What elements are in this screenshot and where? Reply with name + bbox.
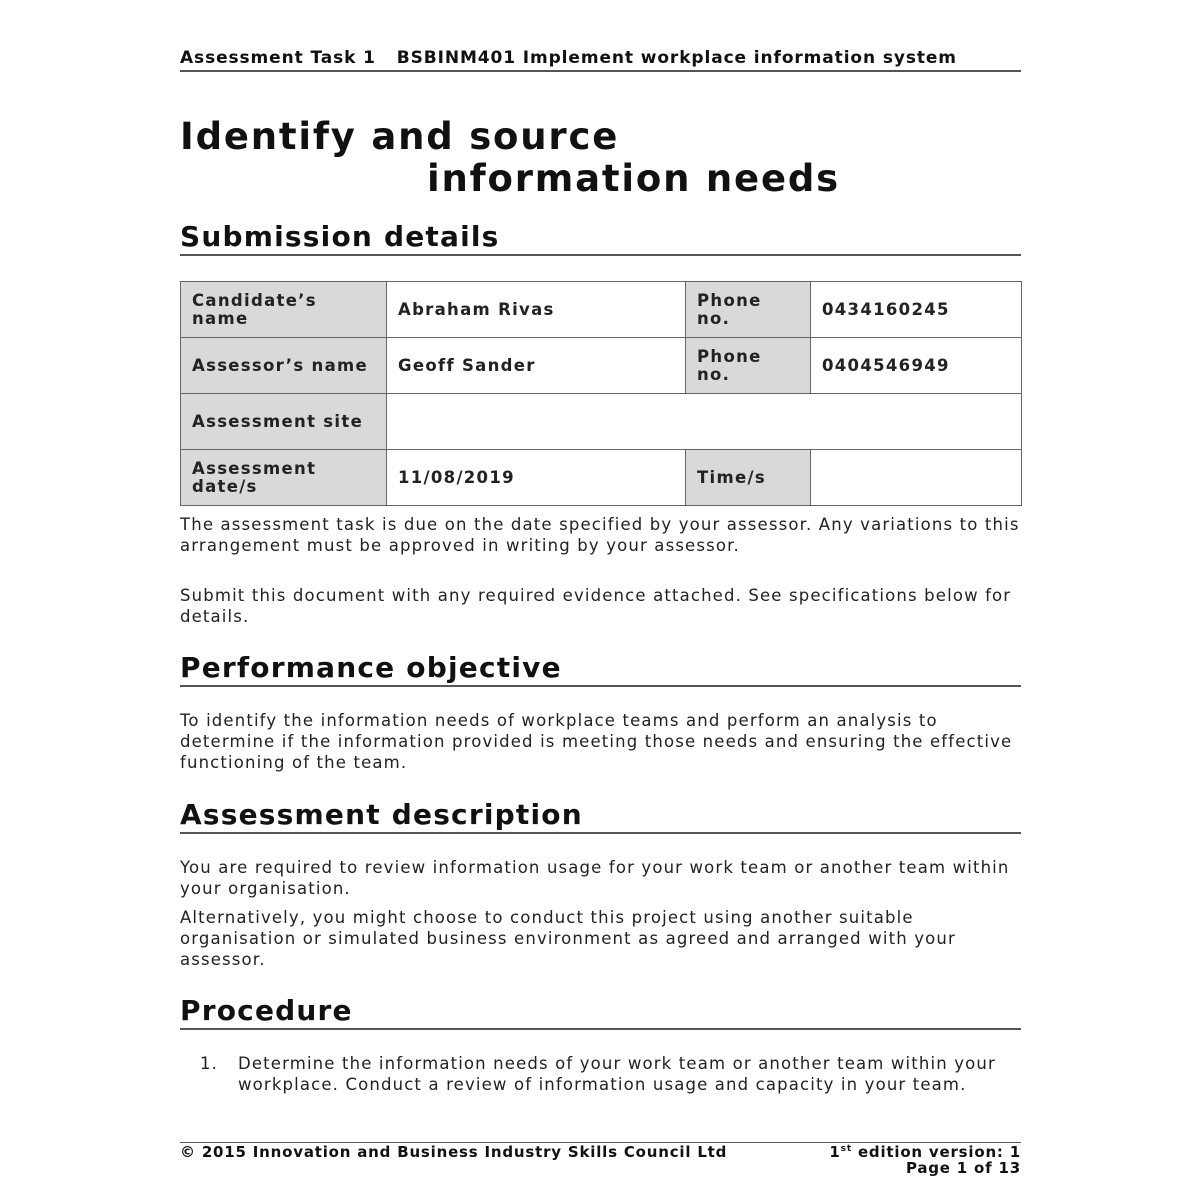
performance-objective-paragraph: To identify the information needs of workplace teams and perform an analysis to determine if the information provided is meeting those needs and ensuring the effective functioning of the team.	[180, 711, 1013, 772]
footer-page-number: Page 1 of 13	[905, 1159, 1021, 1177]
assessment-site-label: Assessment site	[181, 394, 387, 450]
list-item-text: Determine the information needs of your work team or another team within your workplace. Conduct a review of information usage and capacity in your team.	[238, 1054, 996, 1094]
heading-performance-objective: Performance objective	[180, 652, 1021, 687]
edition-ordinal: st	[840, 1144, 852, 1154]
title-line-2: information needs	[427, 157, 840, 200]
assessment-date-label: Assessment date/s	[181, 450, 387, 506]
heading-submission-details: Submission details	[180, 221, 1021, 256]
edition-text: edition version: 1	[851, 1143, 1021, 1161]
running-footer	[180, 1142, 1021, 1176]
candidate-name-label: Candidate’s name	[181, 282, 387, 338]
submit-paragraph: Submit this document with any required evidence attached. See specifications below for details.	[180, 586, 1012, 626]
list-item	[180, 1053, 1021, 1095]
running-header	[180, 49, 1021, 72]
time-label: Time/s	[686, 450, 811, 506]
assessor-name-value[interactable]: Geoff Sander	[387, 338, 686, 394]
footer-edition	[829, 1144, 1021, 1160]
assessor-name-label: Assessor’s name	[181, 338, 387, 394]
heading-assessment-description: Assessment description	[180, 799, 1021, 834]
assessment-site-value[interactable]	[387, 394, 1022, 450]
candidate-phone-label: Phone no.	[686, 282, 811, 338]
candidate-name-value[interactable]: Abraham Rivas	[387, 282, 686, 338]
description-paragraph-1: You are required to review information usage for your work team or another team within your organisation.	[180, 858, 1010, 898]
title-line-1: Identify and source	[180, 115, 620, 158]
header-unit: BSBINM401 Implement workplace information system	[396, 48, 957, 68]
footer-copyright: © 2015 Innovation and Business Industry Skills Council Ltd	[180, 1143, 728, 1161]
time-value[interactable]	[811, 450, 1022, 506]
procedure-list	[180, 1053, 1021, 1095]
header-task: Assessment Task 1	[180, 48, 376, 68]
edition-number: 1	[829, 1143, 841, 1161]
assessor-phone-value[interactable]: 0404546949	[811, 338, 1022, 394]
submission-details-table	[180, 281, 1022, 506]
candidate-phone-value[interactable]: 0434160245	[811, 282, 1022, 338]
list-item-number: 1.	[200, 1054, 219, 1073]
description-paragraph-2: Alternatively, you might choose to conduct this project using another suitable organisation or simulated business environment as agreed and arranged with your assessor.	[180, 908, 956, 969]
due-date-paragraph: The assessment task is due on the date specified by your assessor. Any variations to this arrangement must be approved in writing by your assessor.	[180, 515, 1020, 555]
assessment-date-value[interactable]: 11/08/2019	[387, 450, 686, 506]
table-row-candidate	[181, 282, 1022, 338]
document-title	[180, 116, 1021, 200]
heading-procedure: Procedure	[180, 995, 1021, 1030]
table-row-assessor	[181, 338, 1022, 394]
table-row-site	[181, 394, 1022, 450]
assessor-phone-label: Phone no.	[686, 338, 811, 394]
table-row-date	[181, 450, 1022, 506]
